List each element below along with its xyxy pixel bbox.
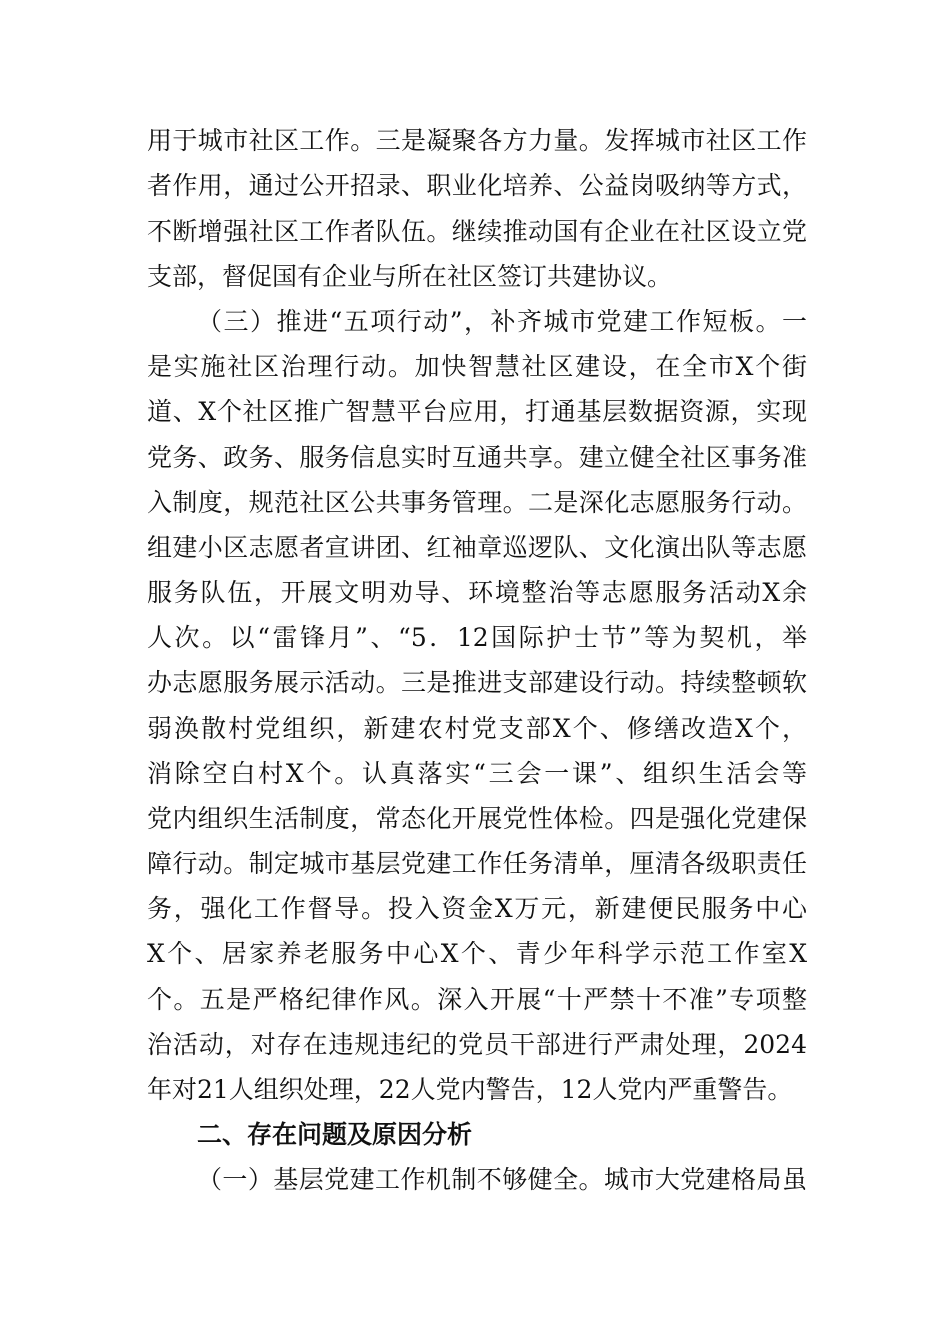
- paragraph-line: （三）推进“五项行动”，补齐城市党建工作短板。一: [197, 307, 807, 336]
- paragraph-line: 是实施社区治理行动。加快智慧社区建设，在全市X个街: [147, 352, 807, 381]
- paragraph-line: 个。五是严格纪律作风。深入开展“十严禁十不准”专项整: [147, 985, 807, 1014]
- paragraph-line: 用于城市社区工作。三是凝聚各方力量。发挥城市社区工作: [147, 126, 807, 155]
- paragraph-line: 办志愿服务展示活动。三是推进支部建设行动。持续整顿软: [147, 668, 807, 697]
- paragraph-line: 服务队伍，开展文明劝导、环境整治等志愿服务活动X余: [147, 578, 807, 607]
- paragraph-line: 消除空白村X个。认真落实“三会一课”、组织生活会等: [147, 759, 807, 788]
- paragraph-line: 年对21人组织处理，22人党内警告，12人党内严重警告。: [147, 1075, 793, 1104]
- paragraph-line: 障行动。制定城市基层党建工作任务清单，厘清各级职责任: [147, 849, 807, 878]
- paragraph-line: 组建小区志愿者宣讲团、红袖章巡逻队、文化演出队等志愿: [147, 533, 807, 562]
- paragraph-line: 党务、政务、服务信息实时互通共享。建立健全社区事务准: [147, 443, 807, 472]
- paragraph-line: 弱涣散村党组织，新建农村党支部X个、修缮改造X个，: [147, 714, 807, 743]
- paragraph-line: 务，强化工作督导。投入资金X万元，新建便民服务中心: [147, 894, 807, 923]
- paragraph-line: 不断增强社区工作者队伍。继续推动国有企业在社区设立党: [147, 217, 807, 246]
- paragraph-line: 党内组织生活制度，常态化开展党性体检。四是强化党建保: [147, 804, 807, 833]
- paragraph-line: （一）基层党建工作机制不够健全。城市大党建格局虽: [197, 1165, 807, 1194]
- paragraph-line: X个、居家养老服务中心X个、青少年科学示范工作室X: [147, 939, 807, 968]
- paragraph-line: 者作用，通过公开招录、职业化培养、公益岗吸纳等方式，: [147, 171, 807, 200]
- paragraph-line: 人次。以“雷锋月”、“5．12国际护士节”等为契机，举: [147, 623, 807, 652]
- paragraph-line: 支部，督促国有企业与所在社区签订共建协议。: [147, 262, 673, 291]
- paragraph-line: 道、X个社区推广智慧平台应用，打通基层数据资源，实现: [147, 397, 807, 426]
- paragraph-line: 治活动，对存在违规违纪的党员干部进行严肃处理，2024: [147, 1030, 807, 1059]
- paragraph-line: 入制度，规范社区公共事务管理。二是深化志愿服务行动。: [147, 488, 807, 517]
- section-heading: 二、存在问题及原因分析: [197, 1120, 473, 1149]
